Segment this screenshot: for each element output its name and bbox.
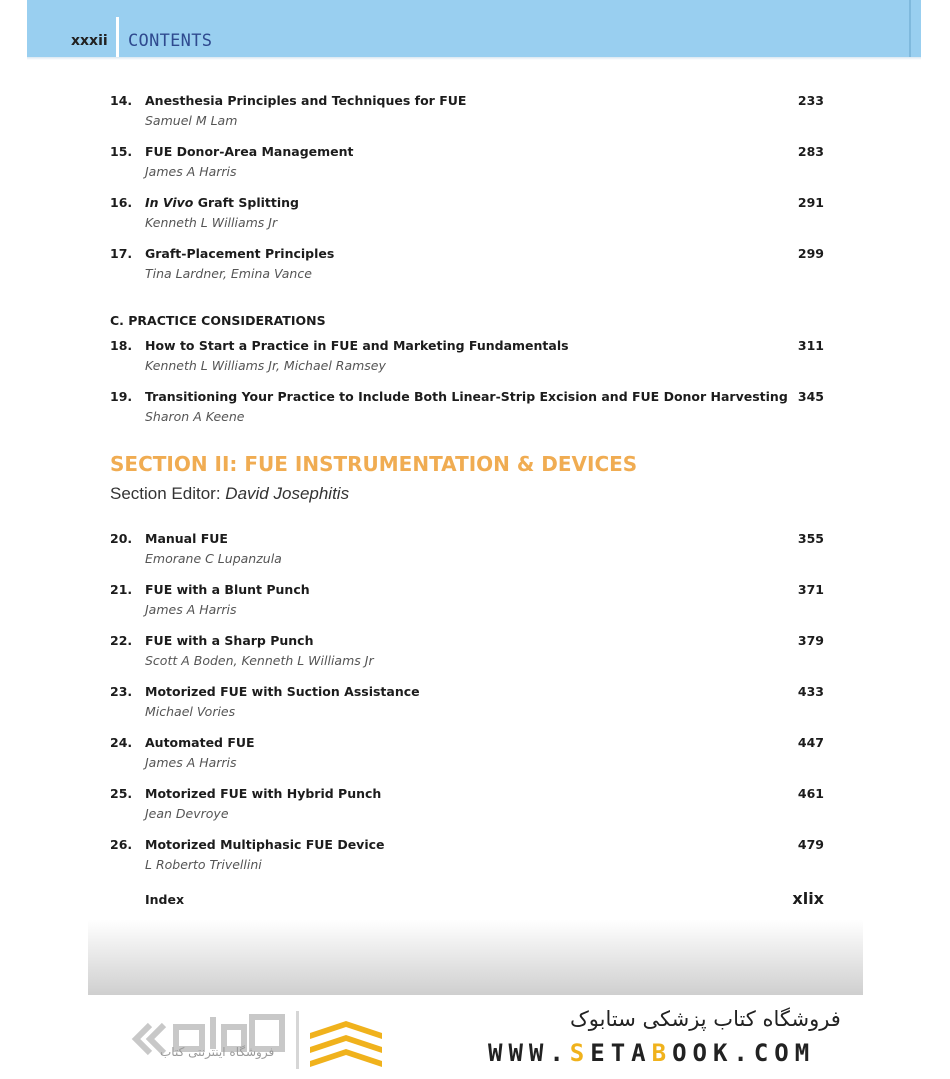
chapter-title[interactable]: Anesthesia Principles and Techniques for FUE	[145, 93, 467, 108]
chapter-number: 23.	[110, 684, 133, 699]
toc-entry[interactable]	[0, 786, 950, 826]
chapter-number: 15.	[110, 144, 133, 159]
logo-book-shape	[310, 1049, 382, 1067]
chapter-title[interactable]: How to Start a Practice in FUE and Marketing Fundamentals	[145, 338, 569, 353]
logo-subtext: فروشگاه اینترنتی کتاب	[160, 1045, 275, 1059]
chapter-title[interactable]: FUE Donor-Area Management	[145, 144, 354, 159]
toc-entry[interactable]	[0, 338, 950, 378]
toc-entry[interactable]	[0, 389, 950, 429]
logo-separator	[296, 1011, 299, 1069]
chapter-author: Tina Lardner, Emina Vance	[145, 266, 312, 281]
index-page: xlix	[792, 889, 824, 908]
chapter-author: Jean Devroye	[145, 806, 229, 821]
running-header	[27, 0, 921, 57]
chapter-number: 14.	[110, 93, 133, 108]
section-heading: SECTION II: FUE INSTRUMENTATION & DEVICES	[110, 452, 638, 476]
chapter-number: 16.	[110, 195, 133, 210]
chapter-page: 233	[797, 93, 824, 108]
toc-entry[interactable]	[0, 633, 950, 673]
chapter-number: 25.	[110, 786, 133, 801]
chapter-title[interactable]: Transitioning Your Practice to Include Both Linear-Strip Excision and FUE Donor Harvesting	[145, 389, 788, 404]
toc-entry[interactable]	[0, 195, 950, 235]
chapter-author: Michael Vories	[145, 704, 236, 719]
toc-entry[interactable]	[0, 144, 950, 184]
chapter-number: 18.	[110, 338, 133, 353]
chapter-number: 17.	[110, 246, 133, 261]
chapter-author: James A Harris	[145, 164, 237, 179]
chapter-page: 433	[797, 684, 824, 699]
subsection-heading: C. PRACTICE CONSIDERATIONS	[110, 313, 326, 328]
url-highlight: B	[651, 1039, 673, 1067]
toc-entry[interactable]	[0, 93, 950, 133]
store-banner	[0, 995, 950, 1079]
chapter-page: 345	[797, 389, 824, 404]
chapter-title[interactable]: Motorized FUE with Suction Assistance	[145, 684, 420, 699]
chapter-author: Kenneth L Williams Jr, Michael Ramsey	[145, 358, 386, 373]
chapter-author: Sharon A Keene	[145, 409, 245, 424]
header-divider	[116, 17, 119, 57]
chapter-page: 371	[797, 582, 824, 597]
chapter-title[interactable]: FUE with a Blunt Punch	[145, 582, 310, 597]
chapter-page: 379	[797, 633, 824, 648]
url-suffix: OOK.COM	[672, 1039, 816, 1067]
page-bottom-shadow	[88, 920, 863, 995]
chapter-page: 355	[797, 531, 824, 546]
chapter-number: 24.	[110, 735, 133, 750]
chapter-number: 19.	[110, 389, 133, 404]
section-editor	[110, 484, 349, 504]
chapter-title[interactable]: Manual FUE	[145, 531, 228, 546]
chapter-page: 291	[797, 195, 824, 210]
url-prefix: WWW.	[488, 1039, 570, 1067]
header-page-number: xxxii	[71, 33, 108, 49]
chapter-page: 461	[797, 786, 824, 801]
chapter-page: 283	[797, 144, 824, 159]
header-title: CONTENTS	[128, 31, 213, 51]
store-url-link[interactable]	[488, 1039, 815, 1067]
chapter-title[interactable]: FUE with a Sharp Punch	[145, 633, 314, 648]
chapter-number: 26.	[110, 837, 133, 852]
chapter-title[interactable]: Graft-Placement Principles	[145, 246, 335, 261]
toc-entry[interactable]	[0, 531, 950, 571]
chapter-title-italic: In Vivo	[145, 195, 194, 210]
section-editor-name: David Josephitis	[225, 484, 350, 503]
section-editor-label: Section Editor:	[110, 484, 221, 503]
toc-entry[interactable]	[0, 684, 950, 724]
chapter-page: 311	[797, 338, 824, 353]
toc-entry[interactable]	[0, 735, 950, 775]
chapter-author: James A Harris	[145, 602, 237, 617]
setabook-logo-icon[interactable]	[128, 1005, 398, 1077]
chapter-title[interactable]: Motorized FUE with Hybrid Punch	[145, 786, 382, 801]
chapter-number: 21.	[110, 582, 133, 597]
chapter-number: 20.	[110, 531, 133, 546]
chapter-author: Emorane C Lupanzula	[145, 551, 282, 566]
chapter-author: L Roberto Trivellini	[145, 857, 262, 872]
chapter-author: James A Harris	[145, 755, 237, 770]
url-highlight: S	[569, 1039, 591, 1067]
chapter-page: 479	[797, 837, 824, 852]
chapter-title-rest: Graft Splitting	[193, 195, 299, 210]
chapter-title[interactable]	[145, 195, 299, 210]
chapter-title[interactable]: Motorized Multiphasic FUE Device	[145, 837, 385, 852]
url-mid: ETA	[590, 1039, 652, 1067]
header-edge-line	[909, 0, 911, 57]
chapter-number: 22.	[110, 633, 133, 648]
store-name: فروشگاه کتاب پزشکی ستابوک	[570, 1007, 841, 1031]
toc-entry[interactable]	[0, 582, 950, 622]
index-link[interactable]: Index	[145, 892, 185, 907]
chapter-title[interactable]: Automated FUE	[145, 735, 255, 750]
chapter-author: Kenneth L Williams Jr	[145, 215, 278, 230]
chapter-author: Samuel M Lam	[145, 113, 238, 128]
chapter-page: 447	[797, 735, 824, 750]
toc-entry[interactable]	[0, 246, 950, 286]
chapter-author: Scott A Boden, Kenneth L Williams Jr	[145, 653, 374, 668]
toc-entry[interactable]	[0, 837, 950, 877]
chapter-page: 299	[797, 246, 824, 261]
